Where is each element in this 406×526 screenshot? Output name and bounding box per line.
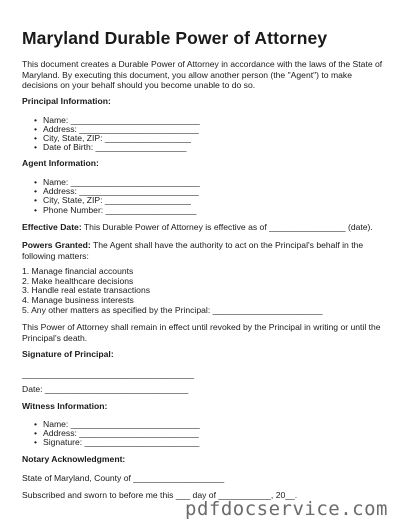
power-item-3: 3. Handle real estate transactions	[22, 285, 151, 295]
notary-sworn-field: Subscribed and sworn to before me this ___ day of ___________, 20__.	[22, 490, 298, 500]
principal-name-field: • Name: ___________________________	[43, 115, 200, 125]
powers-paragraph	[22, 240, 384, 261]
effective-date-line	[22, 222, 373, 233]
signature-line: ____________________________________	[22, 369, 195, 379]
power-item-5: 5. Any other matters as specified by the Principal: _______________________	[22, 305, 323, 315]
power-item-2: 2. Make healthcare decisions	[22, 276, 134, 286]
witness-heading: Witness Information:	[22, 401, 108, 411]
power-item-1: 1. Manage financial accounts	[22, 266, 134, 276]
principal-city-field: • City, State, ZIP: __________________	[43, 133, 191, 143]
effective-date-label: Effective Date:	[22, 222, 82, 232]
witness-name-field: • Name: ___________________________	[43, 419, 200, 429]
site-watermark: pdfdocservice.com	[185, 498, 388, 520]
agent-heading: Agent Information:	[22, 158, 99, 168]
notary-county-field: State of Maryland, County of ___________________	[22, 473, 225, 483]
principal-heading: Principal Information:	[22, 96, 111, 106]
agent-phone-field: • Phone Number: ___________________	[43, 205, 196, 215]
notary-heading: Notary Acknowledgment:	[22, 454, 126, 464]
powers-text: The Agent shall have the authority to act on the Principal's behalf in the following matters:	[22, 240, 364, 261]
powers-label: Powers Granted:	[22, 240, 91, 250]
witness-address-field: • Address: _________________________	[43, 428, 199, 438]
agent-address-field: • Address: _________________________	[43, 186, 199, 196]
remain-paragraph: This Power of Attorney shall remain in effect until revoked by the Principal in writing or until the Principal's death.	[22, 322, 381, 343]
agent-name-field: • Name: ___________________________	[43, 177, 200, 187]
signature-date-field: Date: ______________________________	[22, 384, 189, 394]
witness-signature-field: • Signature: ________________________	[43, 437, 199, 447]
document-title: Maryland Durable Power of Attorney	[22, 28, 328, 48]
intro-paragraph: This document creates a Durable Power of Attorney in accordance with the laws of the State of Maryland. By executing this document, you allow another person (the "Agent") to make decisions on your behalf should you become unable to do so.	[22, 59, 383, 91]
power-item-4: 4. Manage business interests	[22, 295, 134, 305]
effective-date-text: This Durable Power of Attorney is effective as of ________________ (date).	[81, 222, 373, 232]
principal-dob-field: • Date of Birth: ___________________	[43, 142, 186, 152]
signature-heading: Signature of Principal:	[22, 349, 114, 359]
principal-address-field: • Address: _________________________	[43, 124, 199, 134]
agent-city-field: • City, State, ZIP: __________________	[43, 195, 191, 205]
